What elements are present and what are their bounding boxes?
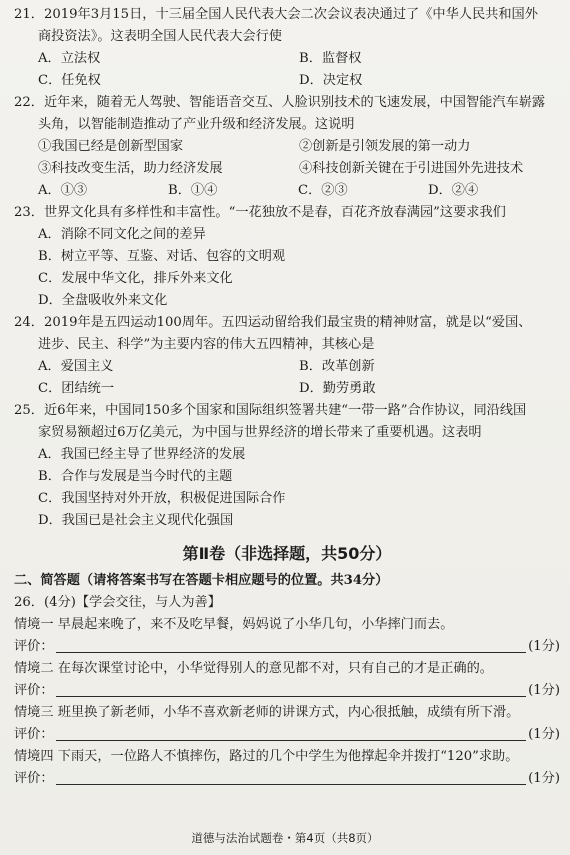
- answer-blank[interactable]: [56, 651, 527, 653]
- option-row: [14, 466, 560, 488]
- evaluation-label: 评价：: [14, 727, 54, 742]
- scenario-text: 情境三 班里换了新老师，小华不喜欢新老师的讲课方式，内心很抵触，成绩有所下滑。: [14, 705, 520, 720]
- question-stem-line: 家贸易额超过6万亿美元，为中国与世界经济的增长带来了重要机遇。这表明: [38, 425, 482, 440]
- evaluation-row: [14, 724, 560, 746]
- option-d[interactable]: D．决定权: [299, 73, 363, 88]
- question-stem-line: 头角，以智能制造推动了产业升级和经济发展。这说明: [38, 117, 355, 132]
- scenario-text: 情境一 早晨起来晚了，来不及吃早餐，妈妈说了小华几句，小华摔门而去。: [14, 617, 454, 632]
- evaluation-row: [14, 680, 560, 702]
- option-row: [14, 224, 560, 246]
- option-c[interactable]: C．我国坚持对外开放，积极促进国际合作: [38, 491, 286, 506]
- question-25: [14, 400, 560, 532]
- score-label: (1分): [528, 683, 560, 698]
- option-row: [14, 290, 560, 312]
- scenario-text: 情境二 在每次课堂讨论中，小华觉得别人的意见都不对，只有自己的才是正确的。: [14, 661, 493, 676]
- statement-3: ③科技改变生活，助力经济发展: [38, 161, 223, 176]
- question-24: [14, 312, 560, 400]
- option-d[interactable]: D．我国已是社会主义现代化强国: [38, 513, 234, 528]
- scenario-block: [14, 658, 560, 702]
- evaluation-label: 评价：: [14, 771, 54, 786]
- question-stem-line: 21．2019年3月15日，十三届全国人民代表大会二次会议表决通过了《中华人民共和国外: [14, 7, 538, 22]
- option-row: [14, 510, 560, 532]
- answer-blank[interactable]: [56, 783, 527, 785]
- question-26-header: 26．(4分)【学会交往，与人为善】: [14, 595, 221, 610]
- section-title: 第Ⅱ卷（非选择题，共50分）: [182, 544, 392, 563]
- score-label: (1分): [528, 727, 560, 742]
- option-a[interactable]: A．爱国主义: [38, 359, 114, 374]
- page-footer: 道德与法治试题卷・第4页（共8页）: [191, 831, 379, 845]
- evaluation-row: [14, 768, 560, 790]
- option-a[interactable]: A．消除不同文化之间的差异: [38, 227, 206, 242]
- option-b[interactable]: B．监督权: [299, 51, 362, 66]
- question-stem-line: 商投资法》。这表明全国人民代表大会行使: [38, 29, 282, 44]
- option-b[interactable]: B．合作与发展是当今时代的主题: [38, 469, 233, 484]
- question-23: [14, 202, 560, 312]
- evaluation-label: 评价：: [14, 639, 54, 654]
- part-header: 二、简答题（请将答案书写在答题卡相应题号的位置。共34分）: [14, 573, 389, 588]
- question-stem-line: 25．近6年来，中国同150多个国家和国际组织签署共建“一带一路”合作协议，同沿线国: [14, 403, 527, 418]
- scenario-block: [14, 614, 560, 658]
- option-c[interactable]: C．发展中华文化，排斥外来文化: [38, 271, 233, 286]
- option-row: [14, 356, 560, 378]
- option-b[interactable]: B．改革创新: [299, 359, 375, 374]
- scenario-block: [14, 746, 560, 790]
- question-stem-line: 24．2019年是五四运动100周年。五四运动留给我们最宝贵的精神财富，就是以“爱国、: [14, 315, 532, 330]
- option-a[interactable]: A．立法权: [38, 51, 101, 66]
- option-row: [14, 444, 560, 466]
- statement-1: ①我国已经是创新型国家: [38, 139, 184, 154]
- option-d[interactable]: D．全盘吸收外来文化: [38, 293, 168, 308]
- evaluation-label: 评价：: [14, 683, 54, 698]
- option-c[interactable]: C．团结统一: [38, 381, 115, 396]
- option-a[interactable]: A．①③: [38, 183, 88, 198]
- statement-2: ②创新是引领发展的第一动力: [299, 139, 471, 154]
- exam-content: [14, 4, 560, 790]
- statement-row: [14, 136, 560, 158]
- question-stem-line: 22．近年来，随着无人驾驶、智能语音交互、人脸识别技术的飞速发展，中国智能汽车崭露: [14, 95, 546, 110]
- scenario-block: [14, 702, 560, 746]
- answer-blank[interactable]: [56, 695, 527, 697]
- scenario-text: 情境四 下雨天，一位路人不慎摔伤，路过的几个中学生为他撑起伞并拨打“120”求助。: [14, 749, 519, 764]
- option-b[interactable]: B．树立平等、互鉴、对话、包容的文明观: [38, 249, 286, 264]
- score-label: (1分): [528, 639, 560, 654]
- option-row: [14, 246, 560, 268]
- option-row: [14, 488, 560, 510]
- question-stem-line: 23．世界文化具有多样性和丰富性。“一花独放不是春，百花齐放春满园”这要求我们: [14, 205, 506, 220]
- option-d[interactable]: D．②④: [428, 183, 479, 198]
- option-row: [14, 70, 560, 92]
- question-stem-line: 进步、民主、科学”为主要内容的伟大五四精神，其核心是: [38, 337, 375, 352]
- option-a[interactable]: A．我国已经主导了世界经济的发展: [38, 447, 246, 462]
- question-22: [14, 92, 560, 202]
- option-c[interactable]: C．②③: [298, 183, 348, 198]
- score-label: (1分): [528, 771, 560, 786]
- option-c[interactable]: C．任免权: [38, 73, 101, 88]
- option-row: [14, 268, 560, 290]
- evaluation-row: [14, 636, 560, 658]
- option-d[interactable]: D．勤劳勇敢: [299, 381, 376, 396]
- option-row: [14, 180, 560, 202]
- question-21: [14, 4, 560, 92]
- option-b[interactable]: B．①④: [168, 183, 218, 198]
- answer-blank[interactable]: [56, 739, 527, 741]
- statement-row: [14, 158, 560, 180]
- option-row: [14, 48, 560, 70]
- statement-4: ④科技创新关键在于引进国外先进技术: [299, 161, 524, 176]
- option-row: [14, 378, 560, 400]
